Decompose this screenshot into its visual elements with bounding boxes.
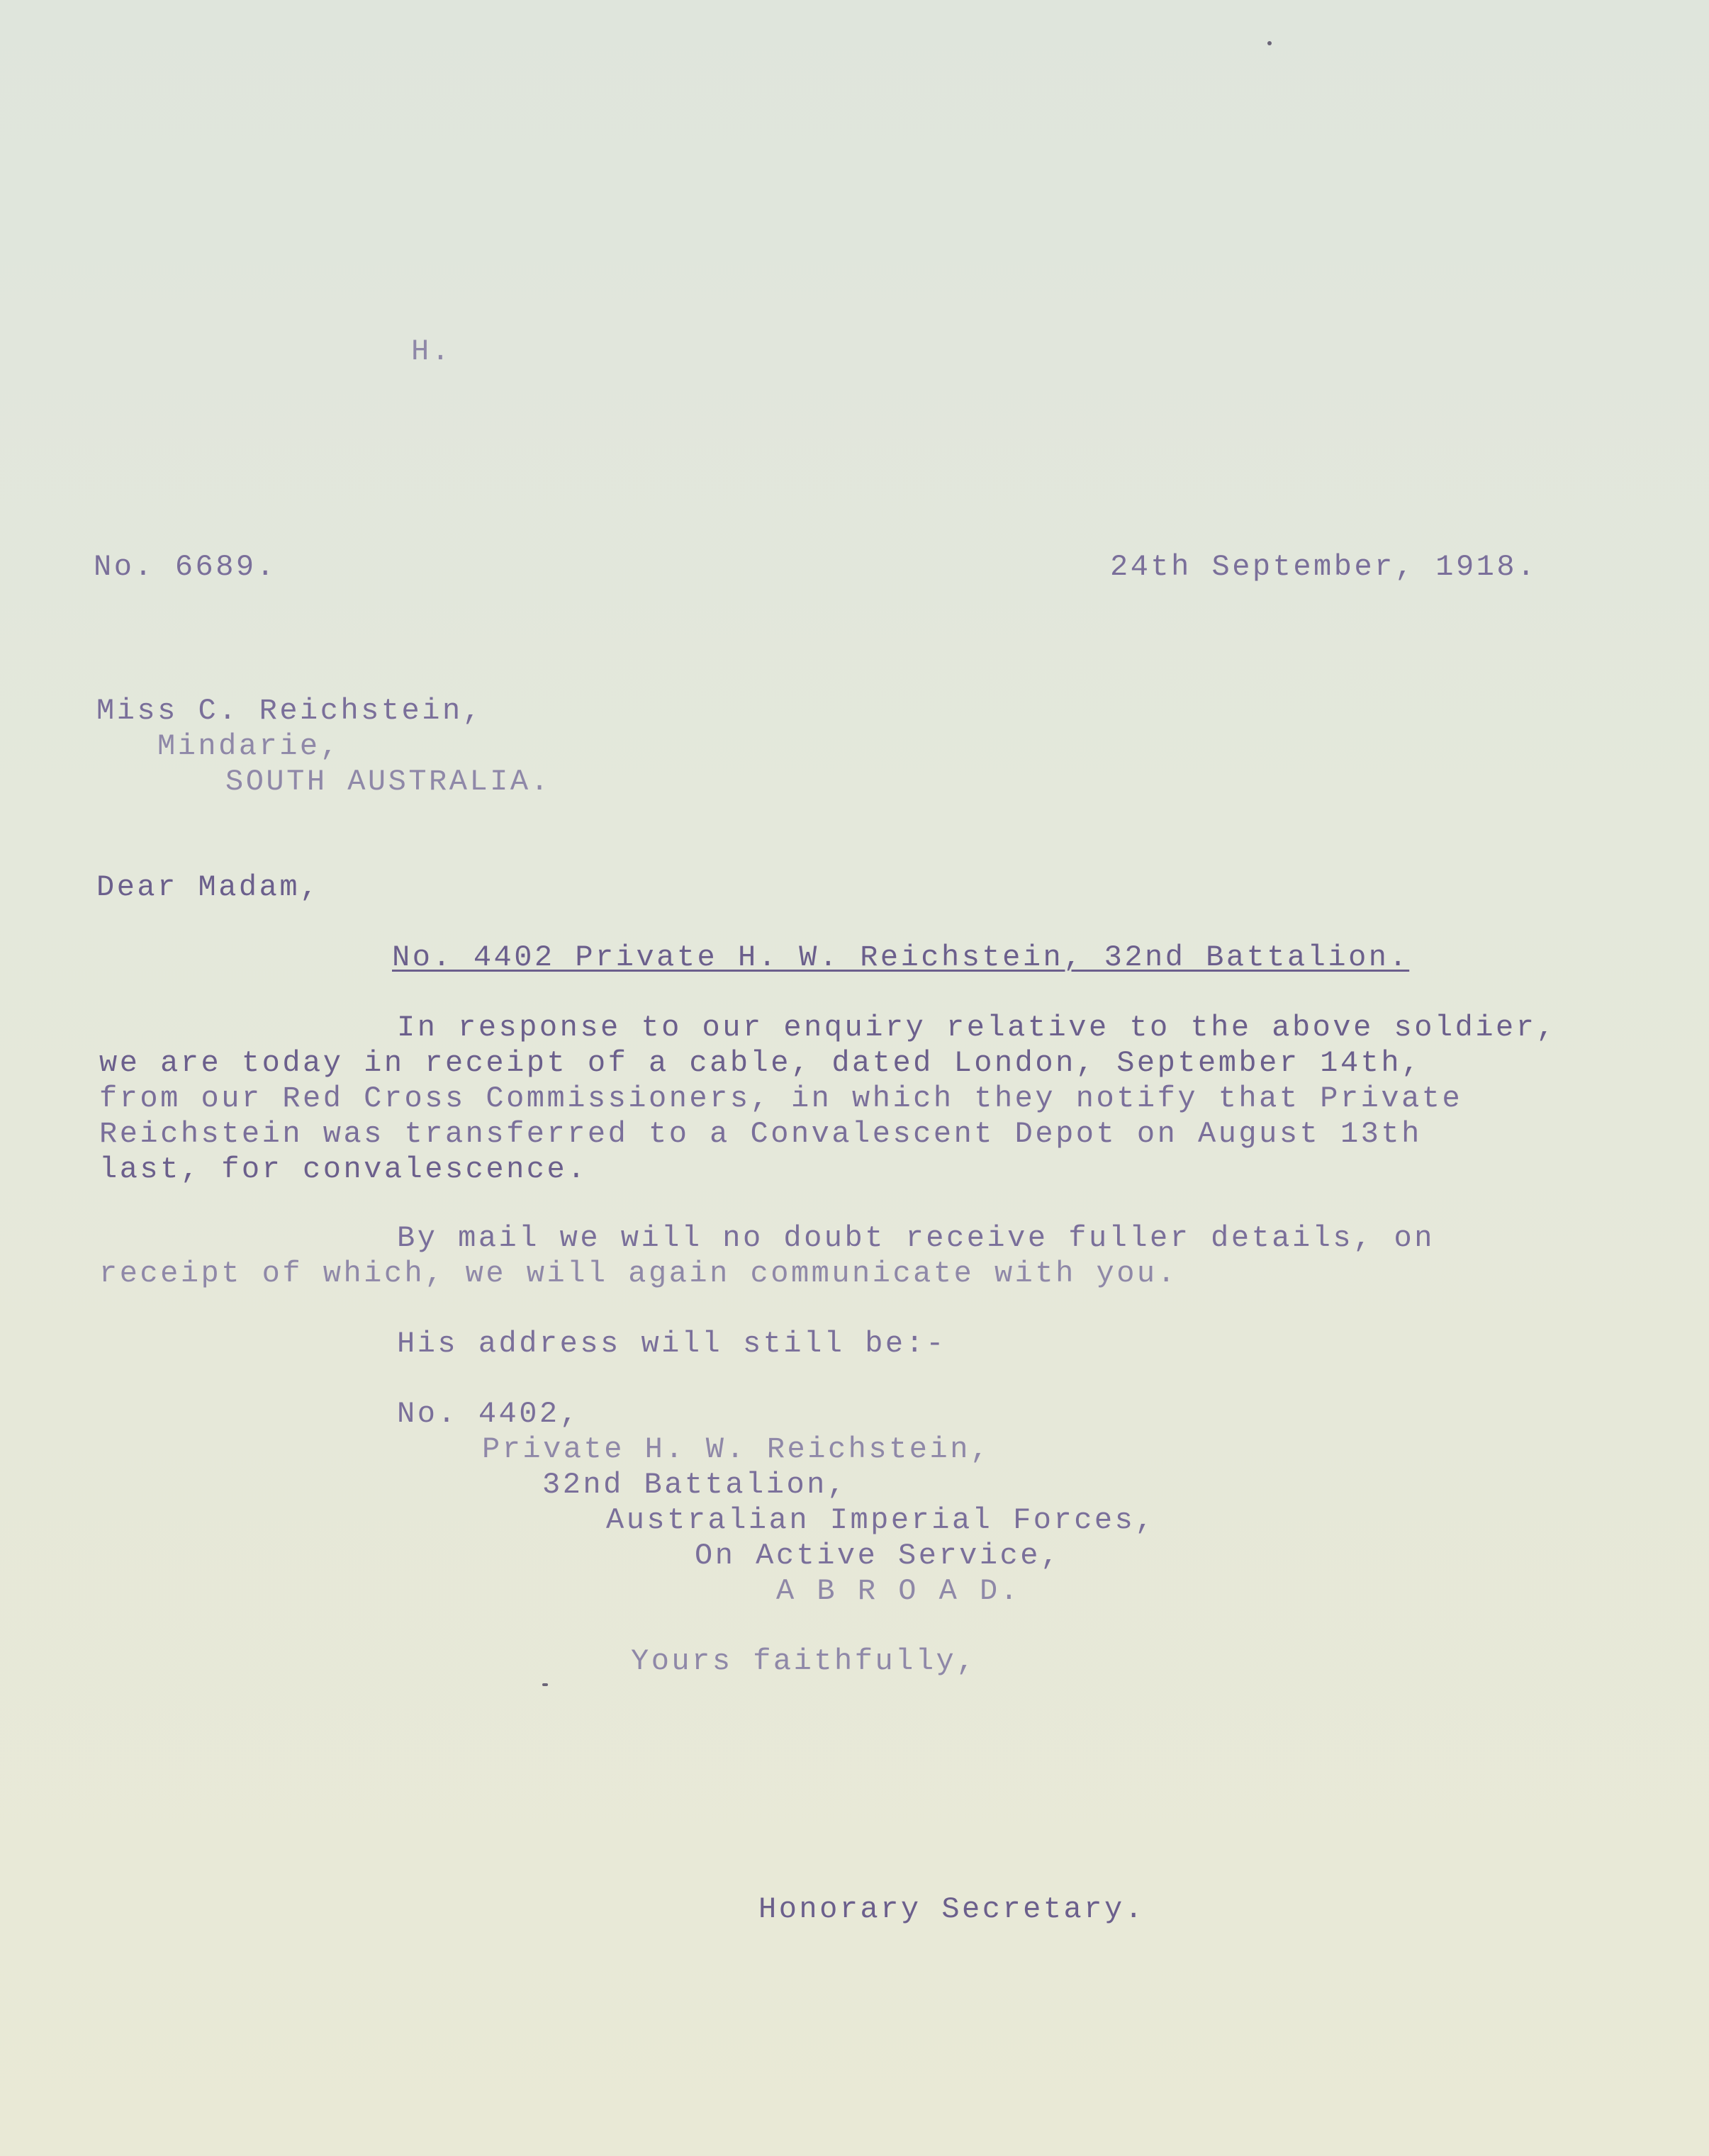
soldier-address-line: 32nd Battalion, <box>542 1468 848 1502</box>
soldier-address-line: No. 4402, <box>397 1397 581 1431</box>
soldier-address-line: On Active Service, <box>695 1539 1061 1573</box>
address-intro: His address will still be:- <box>397 1327 947 1361</box>
closing: Yours faithfully, <box>631 1644 977 1678</box>
paragraph-2-line: By mail we will no doubt receive fuller details, on <box>397 1221 1435 1255</box>
paragraph-2-line: receipt of which, we will again communicate with you. <box>99 1257 1178 1291</box>
paragraph-1-line: Reichstein was transferred to a Convalescent Depot on August 13th <box>99 1117 1422 1151</box>
addressee-name: Miss C. Reichstein, <box>96 694 483 728</box>
letter-date: 24th September, 1918. <box>1110 550 1537 584</box>
soldier-address-line: Private H. W. Reichstein, <box>482 1432 991 1466</box>
paragraph-1-line: last, for convalescence. <box>99 1152 588 1186</box>
paragraph-1-line: In response to our enquiry relative to the above soldier, <box>397 1011 1557 1045</box>
salutation: Dear Madam, <box>96 870 320 904</box>
soldier-address-line: A B R O A D. <box>776 1574 1021 1608</box>
addressee-town: Mindarie, <box>157 729 341 763</box>
paper-speck <box>542 1683 548 1686</box>
letter-initial: H. <box>411 335 452 369</box>
paper-speck <box>1267 41 1272 45</box>
soldier-address-line: Australian Imperial Forces, <box>606 1503 1156 1537</box>
subject-line: No. 4402 Private H. W. Reichstein, 32nd Battalion. <box>392 941 1410 975</box>
reference-number: No. 6689. <box>94 550 277 584</box>
signature-title: Honorary Secretary. <box>758 1892 1145 1926</box>
paragraph-1-line: from our Red Cross Commissioners, in which they notify that Private <box>99 1082 1463 1116</box>
paragraph-1-line: we are today in receipt of a cable, dated London, September 14th, <box>99 1046 1422 1080</box>
addressee-state: SOUTH AUSTRALIA. <box>225 765 551 799</box>
